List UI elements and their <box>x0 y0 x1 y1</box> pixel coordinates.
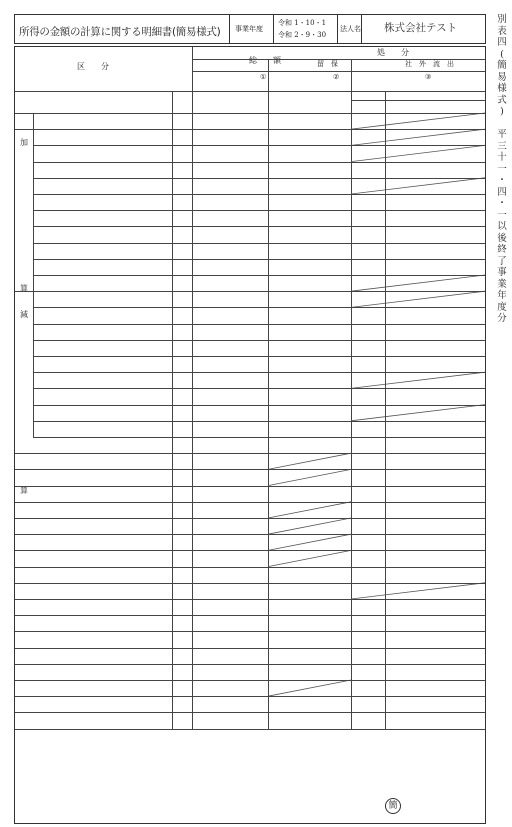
corp-name-label: 法人名 <box>340 25 361 33</box>
period-end: 令和 2・9・30 <box>278 31 327 39</box>
row-divider <box>15 113 485 114</box>
col2-marker: ② <box>333 73 340 81</box>
row-divider <box>33 178 485 179</box>
side-label-char: 一 <box>497 209 507 221</box>
side-label-char: 分 <box>497 313 507 324</box>
side-label-char: 表 <box>497 25 507 37</box>
side-label-char: ・ <box>497 175 507 186</box>
row-divider <box>33 210 485 211</box>
side-label-char: 易 <box>497 71 507 83</box>
side-label-char: 式 <box>497 94 507 106</box>
fiscal-year-label-cell <box>229 15 274 43</box>
col-divider <box>192 47 193 91</box>
row-divider <box>33 226 485 227</box>
row-label <box>19 520 168 533</box>
row-divider <box>15 469 485 470</box>
row-label <box>19 585 168 598</box>
row-label <box>19 471 168 484</box>
row-divider <box>33 405 485 406</box>
side-label-char: 以 <box>497 221 507 232</box>
row-divider <box>15 729 485 730</box>
row-divider <box>15 129 485 130</box>
col-divider <box>268 91 269 729</box>
fiscal-year-label: 事業年度 <box>235 25 263 33</box>
row-divider <box>15 712 485 713</box>
group-divider <box>33 113 34 437</box>
side-label-char: 別 <box>497 14 507 25</box>
strike-line <box>268 534 351 550</box>
strike-line <box>351 405 485 421</box>
row-divider <box>33 162 485 163</box>
row-label <box>37 309 168 322</box>
col-divider <box>268 59 269 91</box>
header-divider <box>192 59 485 60</box>
strike-line <box>351 291 485 307</box>
strike-line <box>351 178 485 194</box>
strike-line <box>268 453 351 469</box>
side-label-char: 年 <box>497 290 507 301</box>
side-form-label <box>496 14 508 325</box>
row-divider <box>15 648 485 649</box>
side-label-char: 平 <box>497 129 507 140</box>
col-divider <box>172 91 173 729</box>
category-header: 区 分 <box>77 62 109 71</box>
row-label <box>19 698 168 711</box>
row-label <box>37 326 168 339</box>
strike-line <box>268 502 351 518</box>
sub-group-label-1: 減 <box>20 310 28 319</box>
strike-line <box>268 550 351 566</box>
side-label-char: 三 <box>497 140 507 152</box>
side-label-char <box>496 118 508 130</box>
row-label <box>19 455 168 468</box>
row-divider <box>15 291 485 292</box>
strike-line <box>268 469 351 485</box>
corp-name: 株式会社テスト <box>384 22 458 34</box>
strike-line <box>351 372 485 388</box>
outflow-header: 社 外 流 出 <box>405 60 454 68</box>
row-divider <box>15 518 485 519</box>
add-group-label-1: 加 <box>20 138 28 147</box>
row-divider <box>33 388 485 389</box>
income-calculation-table <box>14 46 486 824</box>
side-label-char: 終 <box>497 244 507 255</box>
row-divider <box>33 372 485 373</box>
row-divider <box>15 550 485 551</box>
side-label-char: 四 <box>497 186 507 198</box>
row-divider <box>33 356 485 357</box>
row-divider <box>15 567 485 568</box>
row-divider <box>33 194 485 195</box>
side-label-char: 業 <box>497 278 507 290</box>
sub-group-label-2: 算 <box>20 486 28 495</box>
side-label-char: 度 <box>497 301 507 313</box>
col-divider <box>385 91 386 729</box>
strike-line <box>351 583 485 599</box>
row-divider <box>33 145 485 146</box>
total-header: 総 額 <box>249 56 281 65</box>
row-divider <box>15 615 485 616</box>
row-divider <box>33 259 485 260</box>
form-header <box>14 14 486 44</box>
strike-line <box>351 113 485 129</box>
col3-marker: ③ <box>425 73 432 81</box>
side-label-char: 一 <box>497 163 507 175</box>
row-label <box>19 682 168 695</box>
row-divider <box>33 324 485 325</box>
row-divider <box>15 680 485 681</box>
side-label-char: 四 <box>497 37 507 48</box>
side-label-char: ( <box>500 48 504 60</box>
side-label-char: ) <box>500 106 504 117</box>
row-divider <box>15 502 485 503</box>
row-divider <box>15 486 485 487</box>
disposal-header: 処 分 <box>377 48 409 57</box>
corp-name-cell <box>361 15 487 43</box>
col1-marker: ① <box>260 73 267 81</box>
row-label <box>37 115 168 128</box>
row-divider <box>15 599 485 600</box>
side-label-char: 十 <box>497 152 507 163</box>
col-divider <box>351 91 352 729</box>
side-label-char: 了 <box>497 255 507 267</box>
col-divider <box>351 59 352 91</box>
row-divider <box>15 534 485 535</box>
side-label-char: 後 <box>497 232 507 244</box>
row-divider <box>33 340 485 341</box>
period-start: 令和 1・10・1 <box>278 19 327 27</box>
row-label <box>37 374 168 387</box>
row-divider <box>33 307 485 308</box>
row-label <box>19 601 168 614</box>
row-divider <box>15 453 485 454</box>
strike-line <box>351 129 485 145</box>
row-label <box>19 536 168 549</box>
row-divider <box>33 275 485 276</box>
side-label-char: 様 <box>497 83 507 94</box>
row-label <box>37 390 168 403</box>
row-label <box>19 552 168 565</box>
row-divider <box>33 243 485 244</box>
simplified-form-stamp: 簡 <box>385 798 401 814</box>
row-divider <box>33 437 485 438</box>
row-label <box>19 650 168 663</box>
col-divider <box>192 91 193 729</box>
row-divider <box>351 100 485 101</box>
strike-line <box>268 518 351 534</box>
row-label <box>37 131 168 144</box>
corp-name-label-cell <box>337 15 362 43</box>
row-label <box>19 617 168 630</box>
row-divider <box>15 696 485 697</box>
row-label <box>19 504 168 517</box>
retained-header: 留 保 <box>317 60 338 68</box>
row-divider <box>33 421 485 422</box>
strike-line <box>351 275 485 291</box>
row-label <box>37 164 168 177</box>
side-label-char: 事 <box>497 267 507 278</box>
row-divider <box>15 664 485 665</box>
side-label-char: ・ <box>497 198 507 209</box>
strike-line <box>268 680 351 696</box>
add-group-label-2: 算 <box>20 284 28 293</box>
side-label-char: 簡 <box>497 60 507 71</box>
form-title: 所得の金額の計算に関する明細書(簡易様式) <box>19 26 221 38</box>
row-divider <box>15 583 485 584</box>
row-divider <box>15 631 485 632</box>
header-bottom <box>15 91 485 92</box>
strike-line <box>351 145 485 161</box>
fiscal-period-cell <box>273 15 338 43</box>
header-divider <box>192 71 485 72</box>
